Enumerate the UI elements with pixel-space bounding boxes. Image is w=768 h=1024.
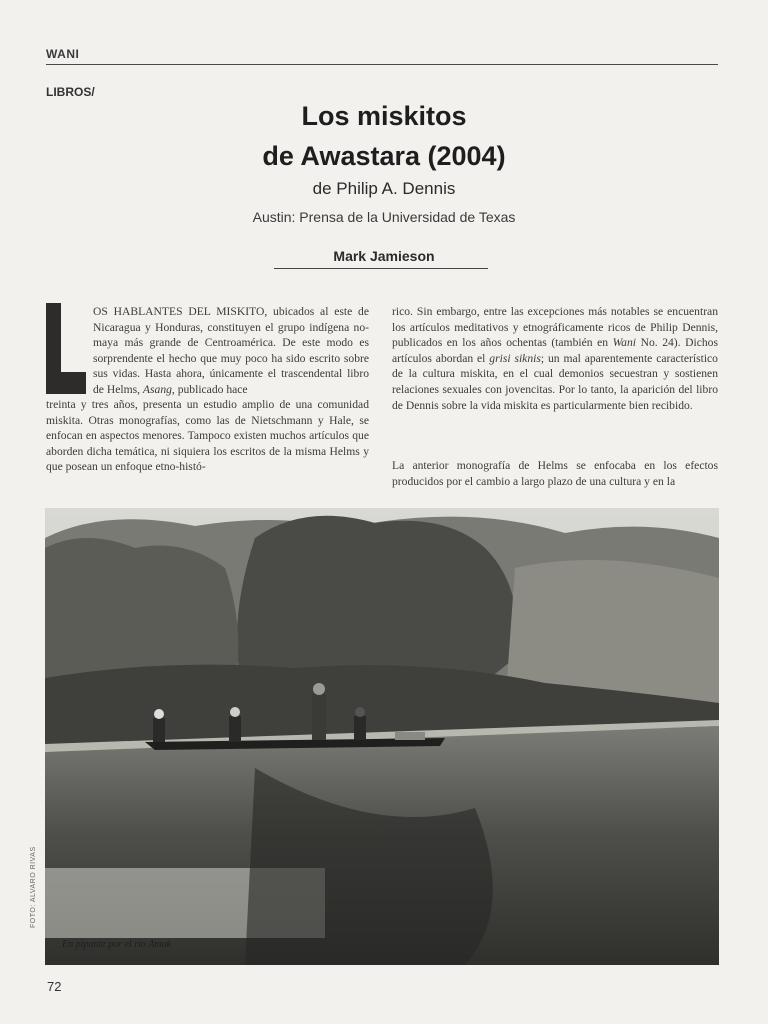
photo-caption: En pipante por el río Amak bbox=[62, 939, 171, 950]
journal-name-italic: Wani bbox=[612, 336, 637, 350]
book-title-italic: Asang bbox=[142, 382, 172, 396]
title-line-1: Los miskitos bbox=[301, 101, 467, 131]
body-text: No. 24). Dichos artículos abordan el bbox=[392, 336, 718, 365]
term-italic: grisi siknis bbox=[489, 351, 541, 365]
photo-credit: FOTO: ALVARO RIVAS bbox=[30, 846, 37, 928]
dropcap-letter bbox=[46, 303, 86, 394]
body-text: , publicado hace bbox=[171, 382, 248, 396]
section-label: LIBROS/ bbox=[46, 85, 95, 99]
body-column-2-bottom bbox=[392, 458, 718, 489]
body-text: treinta y tres años, presenta un estudio amplio de una comunidad miskita. Otras monografías, como las de Nietschmann y Hale, se enfocan en aspectos menores. Tampoco existen muchos artículos que aborden dicha temática, ni siquiera los escritos de la misma Helms y que posean un enfoque etno-histó- bbox=[46, 398, 369, 474]
body-text: OS HABLANTES DEL MISKITO, ubicados al este de Nicaragua y Honduras, constituyen el grupo indígena no-maya más grande de Centroamérica. De este modo es sorprendente el hecho que muy poco ha sido escrito sobre sus vidas. Hasta ahora, únicamente el trascendental libro de Helms, bbox=[93, 305, 369, 396]
running-head: WANI bbox=[46, 47, 80, 61]
book-author: de Philip A. Dennis bbox=[312, 179, 456, 198]
publisher-line: Austin: Prensa de la Universidad de Texas bbox=[252, 209, 516, 225]
body-column-1-bottom bbox=[46, 397, 369, 475]
river-photo bbox=[45, 508, 719, 965]
body-text: ; un mal aparentemente característico de la cultura miskita, en el cual demonios secuestran y sostienen relaciones sexuales con jovencitas. Por lo tanto, la aparición del libro de Dennis sobre la vida miskita es particularmente bien recibido. bbox=[392, 351, 718, 412]
body-column-2-top bbox=[392, 304, 718, 413]
body-text: rico. Sin embargo, entre las excepciones más notables se encuentran los artículos meditativos y etnográficamente ricos de Philip Dennis, publicados en los años ochentas (también en bbox=[392, 305, 718, 350]
reviewer-rule bbox=[274, 268, 488, 269]
body-column-1-top bbox=[93, 304, 369, 398]
header-rule bbox=[46, 64, 718, 65]
title-line-2: de Awastara (2004) bbox=[262, 141, 506, 171]
page-number: 72 bbox=[47, 979, 62, 994]
reviewer-name: Mark Jamieson bbox=[333, 248, 435, 264]
body-text: La anterior monografía de Helms se enfocaba en los efectos producidos por el cambio a largo plazo de una cultura y en la bbox=[392, 459, 718, 488]
